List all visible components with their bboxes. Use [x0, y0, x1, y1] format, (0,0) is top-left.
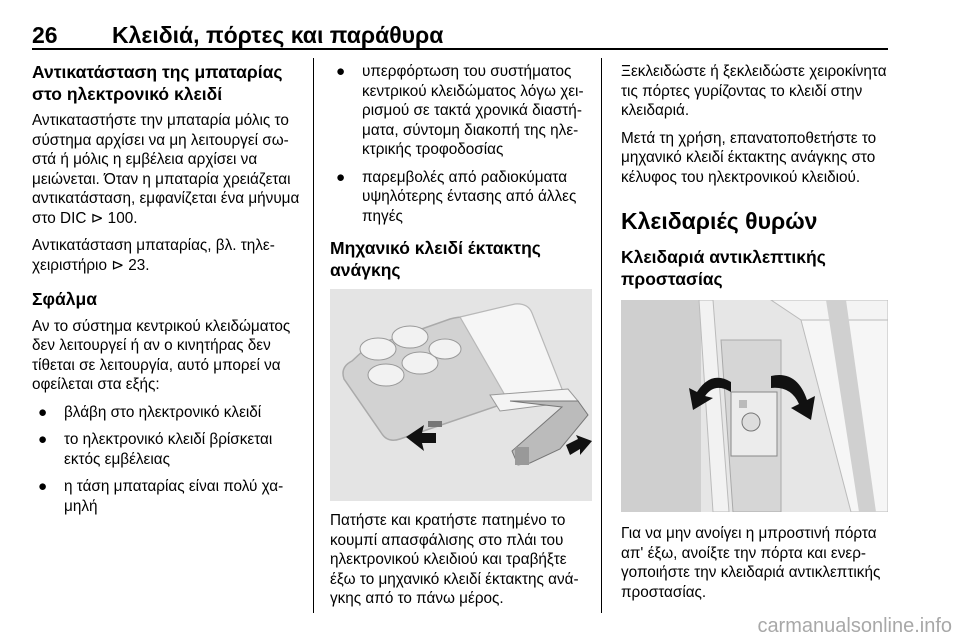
section-heading-emergency-key: Μηχανικό κλειδί έκτακτης ανάγκης	[330, 238, 541, 280]
paragraph: Αντικατάσταση μπαταρίας, βλ. τηλεχειριστήριο ⊳ 23.	[32, 237, 275, 274]
figure-caption: Για να μην ανοίγει η μπροστινή πόρτα απ' έξω, ανοίξτε την πόρτα και ενεργοποιήστε την κλειδαριά αντικλεπτικής προστασίας.	[621, 525, 881, 601]
key-card-illustration	[330, 289, 592, 501]
list-item: ● υπερφόρτωση του συστήματος κεντρικού κλειδώματος λόγω χειρισμού σε τακτά χρονικά διαστήματα, σύντομη διακοπή της ηλεκτρικής τροφοδοσίας	[336, 63, 584, 158]
list-item: ● η τάση μπαταρίας είναι πολύ χαμηλή	[38, 478, 284, 515]
column-divider-1	[313, 58, 314, 613]
door-lock-illustration	[621, 300, 888, 512]
column-2	[330, 62, 592, 617]
bullet-icon: ●	[38, 478, 48, 495]
fault-list	[32, 403, 300, 517]
header-divider	[32, 48, 888, 50]
list-item: ● βλάβη στο ηλεκτρονικό κλειδί	[38, 403, 262, 421]
bullet-icon: ●	[38, 403, 48, 421]
section-heading-child-lock: Κλειδαριά αντικλεπτικής προστασίας	[621, 247, 826, 289]
paragraph: Μετά τη χρήση, επανατοποθετήστε το μηχανικό κλειδί έκτακτης ανάγκης στο κέλυφος του ηλεκτρονικού κλειδιού.	[621, 129, 877, 186]
bullet-icon: ●	[336, 168, 346, 186]
paragraph: Αντικαταστήστε την μπαταρία μόλις το σύστημα αρχίσει να μη λειτουργεί σωστά ή μόλις η εμβέλεια αρχίσει να μειώνεται. Όταν η μπαταρία χρειάζεται αντικατάσταση, εμφανίζεται ένα μήνυμα στο DIC ⊳ 100.	[32, 112, 300, 227]
figure-caption: Πατήστε και κρατήστε πατημένο το κουμπί απασφάλισης στο πλάι του ηλεκτρονικού κλειδιού και τραβήξτε έξω το μηχανικό κλειδί έκτακτης ανάγκης από το πάνω μέρος.	[330, 512, 579, 607]
bullet-icon: ●	[38, 431, 48, 448]
column-3	[621, 62, 889, 610]
page-number: 26	[32, 22, 58, 48]
paragraph: Αν το σύστημα κεντρικού κλειδώματος δεν λειτουργεί ή αν ο κινητήρας δεν τίθεται σε λειτουργία, αυτό μπορεί να οφείλεται στα εξής:	[32, 317, 291, 393]
watermark: carmanualsonline.info	[757, 615, 952, 637]
list-item: ● το ηλεκτρονικό κλειδί βρίσκεται εκτός εμβέλειας	[38, 431, 273, 468]
column-1	[32, 62, 300, 524]
page-title: Κλειδιά, πόρτες και παράθυρα	[112, 22, 444, 48]
paragraph: Ξεκλειδώστε ή ξεκλειδώστε χειροκίνητα τις πόρτες γυρίζοντας το κλειδί στην κλειδαριά.	[621, 63, 887, 119]
section-heading-fault: Σφάλμα	[32, 289, 97, 309]
column-divider-2	[601, 58, 602, 613]
section-heading-battery: Αντικατάσταση της μπαταρίας στο ηλεκτρονικό κλειδί	[32, 62, 283, 104]
list-item: ● παρεμβολές από ραδιοκύματα υψηλότερης έντασης από άλλες πηγές	[336, 168, 577, 225]
bullet-icon: ●	[336, 63, 346, 80]
fault-list-continued	[330, 62, 592, 226]
section-heading-door-locks: Κλειδαριές θυρών	[621, 208, 818, 234]
